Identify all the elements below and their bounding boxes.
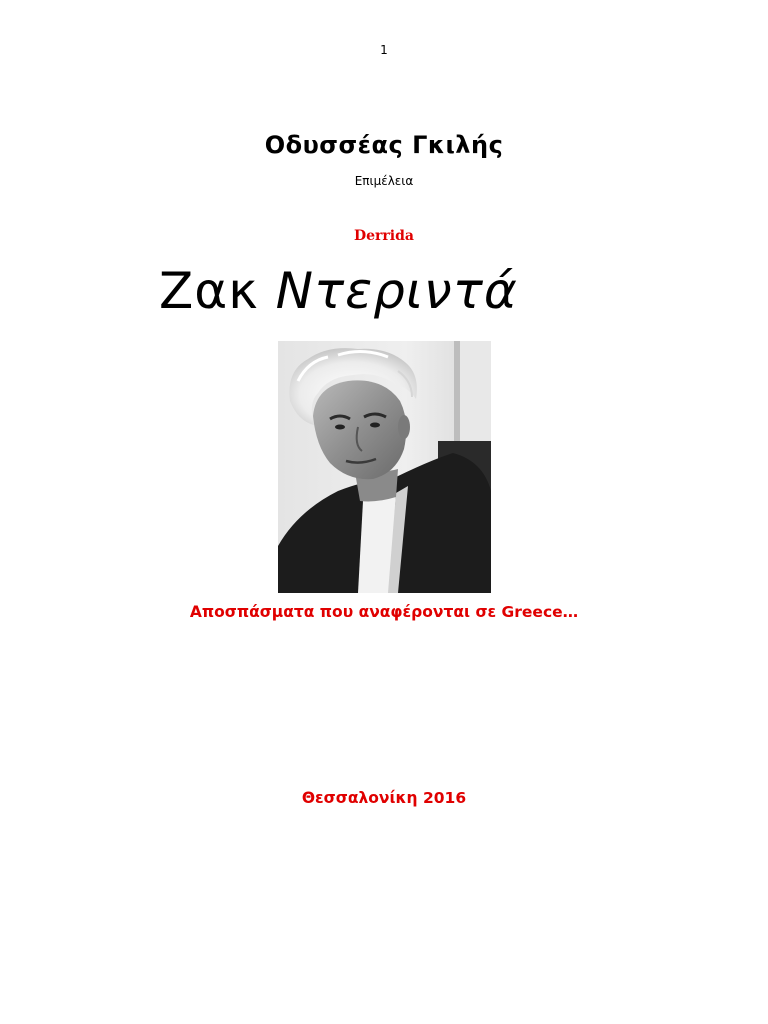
author-name: Οδυσσέας Γκιλής — [264, 131, 504, 159]
portrait-photo — [278, 341, 491, 593]
place-year: Θεσσαλονίκη 2016 — [301, 789, 467, 807]
title-first-name: Ζακ — [159, 262, 259, 320]
editor-label: Επιμέλεια — [354, 174, 414, 188]
page-number: 1 — [380, 43, 388, 57]
title-last-name: Ντεριντά — [275, 262, 518, 320]
latin-name: Derrida — [354, 228, 414, 244]
subtitle: Αποσπάσματα που αναφέρονται σε Greece… — [189, 603, 579, 621]
main-title — [159, 262, 518, 320]
